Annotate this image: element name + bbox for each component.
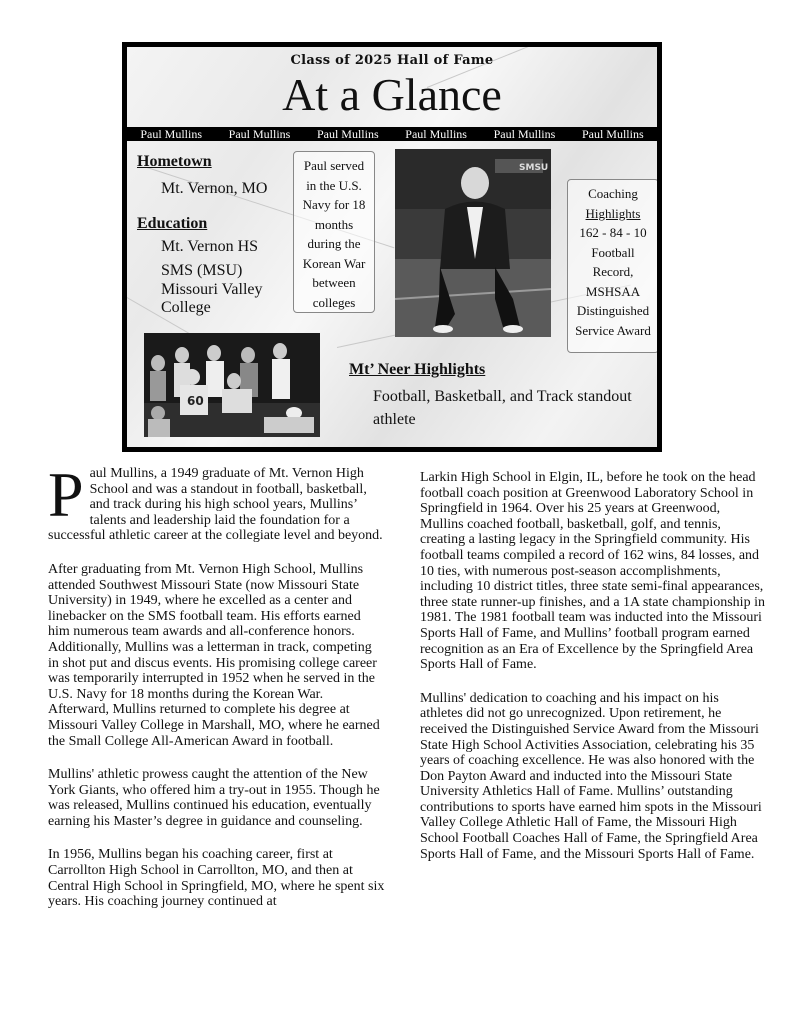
- panel-title: At a Glance: [282, 69, 502, 120]
- article-paragraph: Mullins' dedication to coaching and his impact on his athletes did not go unrecognized. Upon retirement, he received the Distinguished Service Award from the Missouri State High School Activities Association, celebrating his 35 years of coaching excellence. He was also honored with the Don Payton Award and inducted into the Missouri State University Athletics Hall of Fame. Mullins’ outstanding contributions to sports have earned him spots in the Missouri Valley College Athletic Hall of Fame, the Missouri High School Football Coaches Hall of Fame, the Springfield Area Sports Hall of Fame, and the Missouri Sports Hall of Fame.: [420, 690, 762, 862]
- coaching-details: Football Record, MSHSAA Distinguished Service Award: [575, 244, 651, 338]
- mtneer-text: Football, Basketball, and Track standout athlete: [373, 388, 632, 428]
- education-heading: Education: [137, 215, 208, 232]
- article-paragraph: Mullins' athletic prowess caught the attention of the New York Giants, who offered him a try-out in 1955. Though he was released, Mullins continued his education, eventually earning his Master’s degree in guidance and counseling.: [48, 767, 380, 829]
- coaching-highlights-box: [567, 179, 659, 353]
- coaching-line1: Coaching: [588, 186, 638, 201]
- hometown-value: Mt. Vernon, MO: [161, 180, 268, 197]
- drop-cap: P: [48, 459, 84, 530]
- name-strip-item: Paul Mullins: [228, 127, 291, 141]
- coaching-line2: Highlights: [585, 205, 641, 221]
- name-strip-item: Paul Mullins: [405, 127, 467, 141]
- name-strip-item: Paul Mullins: [493, 127, 556, 141]
- hometown-heading: Hometown: [137, 153, 212, 170]
- coaching-record: 162 - 84 - 10: [579, 225, 647, 240]
- article-right-column: [420, 470, 765, 880]
- panel-kicker: Class of 2025 Hall of Fame: [290, 53, 494, 68]
- navy-note-box: [293, 151, 375, 313]
- name-strip-item: Paul Mullins: [316, 127, 379, 141]
- jersey-number: 60: [187, 394, 204, 408]
- article-left-column: [48, 459, 385, 928]
- name-strip-item: Paul Mullins: [140, 127, 202, 141]
- coach-portrait-image: [395, 149, 551, 337]
- paragraph-text: aul Mullins, a 1949 graduate of Mt. Vernon High School and was a standout in football, basketball, and track during his high school years, Mullins’ talents and leadership laid the foundation for a successful athletic career at the collegiate level and beyond.: [48, 466, 383, 544]
- article-paragraph: [48, 459, 385, 544]
- education-item: Missouri Valley College: [161, 281, 263, 316]
- navy-note-text: Paul served in the U.S. Navy for 18 months during the Korean War between colleges: [302, 158, 366, 310]
- coach-portrait-photo: [395, 149, 551, 337]
- education-item: Mt. Vernon HS: [161, 238, 259, 255]
- article-paragraph: After graduating from Mt. Vernon High School, Mullins attended Southwest Missouri State (now Missouri State University) in 1949, where he excelled as a center and linebacker on the SMS football team. His efforts earned him numerous team awards and all-conference honors. Additionally, Mullins was a letterman in track, competing in shot put and discus events. His promising college career was temporarily interrupted in 1952 when he served in the U.S. Navy for 18 months during the Korean War. Afterward, Mullins returned to complete his degree at Missouri Valley College in Marshall, MO, where he earned the Small College All-American Award in football.: [48, 561, 380, 749]
- name-strip: [127, 127, 657, 141]
- name-strip-item: Paul Mullins: [581, 127, 644, 141]
- team-photo: [144, 333, 320, 437]
- article-paragraph: In 1956, Mullins began his coaching career, first at Carrollton High School in Carrollton, MO, and then at Central High School in Springfield, MO, where he spent six years. His coaching journey continued at: [48, 847, 385, 910]
- at-a-glance-panel: [122, 42, 662, 452]
- education-item: SMS (MSU): [161, 262, 243, 279]
- mtneer-heading: Mt’ Neer Highlights: [349, 361, 486, 378]
- team-image: [144, 333, 320, 437]
- photo-sign-text: SMSU: [519, 163, 549, 173]
- article-paragraph: Larkin High School in Elgin, IL, before he took on the head football coach position at Greenwood Laboratory School in Springfield in 1964. Over his 25 years at Greenwood, Mullins coached football, basketball, golf, and tennis, creating a lasting legacy in the Springfield community. His football teams compiled a record of 162 wins, 84 losses, and 10 ties, with numerous post-season accomplishments, including 10 district titles, three state semi-final appearances, three state runner-up finishes, and a 1A state championship in 1981. The 1981 football team was inducted into the Missouri Sports Hall of Fame, and Mullins’ football program earned recognition as an Era of Excellence by the Springfield Area Sports Hall of Fame.: [420, 470, 765, 673]
